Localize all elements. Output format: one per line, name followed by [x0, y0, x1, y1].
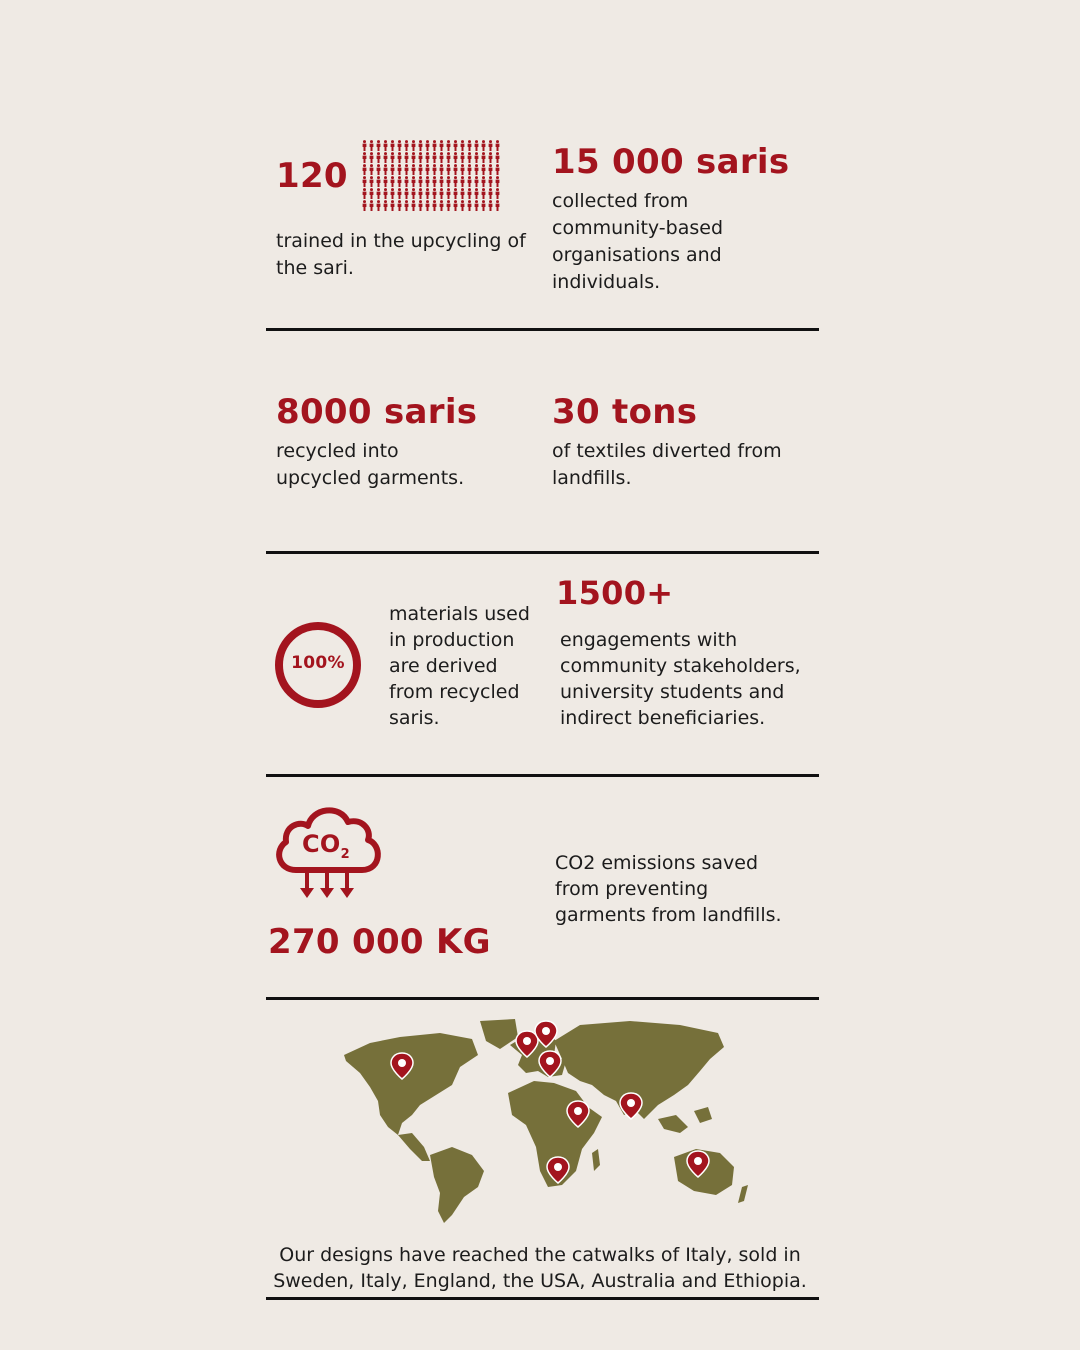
person-icon	[362, 176, 367, 187]
person-icon	[390, 176, 395, 187]
person-icon	[418, 164, 423, 175]
stat-recycled-desc: recycled into upcycled garments.	[276, 440, 465, 489]
world-map-icon	[340, 1015, 750, 1225]
person-icon	[474, 140, 479, 151]
person-icon	[467, 164, 472, 175]
divider	[266, 774, 819, 777]
person-icon	[411, 140, 416, 151]
stat-trained-desc: trained in the upcycling of the sari.	[276, 230, 526, 279]
person-icon	[467, 152, 472, 163]
person-icon	[404, 140, 409, 151]
person-icon	[453, 164, 458, 175]
person-icon	[397, 188, 402, 199]
person-icon	[446, 200, 451, 211]
person-icon	[495, 140, 500, 151]
person-icon	[369, 140, 374, 151]
person-icon	[390, 200, 395, 211]
person-icon	[488, 176, 493, 187]
person-icon	[488, 152, 493, 163]
person-icon	[439, 152, 444, 163]
person-icon	[446, 152, 451, 163]
person-icon	[404, 164, 409, 175]
stat-tons-desc: of textiles diverted from landfills.	[552, 440, 782, 489]
person-icon	[418, 176, 423, 187]
person-icon	[362, 200, 367, 211]
person-icon	[411, 176, 416, 187]
person-icon	[446, 164, 451, 175]
divider	[266, 328, 819, 331]
person-icon	[467, 176, 472, 187]
person-icon	[432, 200, 437, 211]
person-icon	[460, 140, 465, 151]
person-icon	[495, 200, 500, 211]
person-icon	[404, 176, 409, 187]
stat-collected-desc: collected from community-based organisations and individuals.	[552, 190, 724, 293]
percent-value: 100%	[291, 653, 345, 673]
person-icon	[404, 200, 409, 211]
person-icon	[376, 176, 381, 187]
co2-icon-label: $CO_2$	[302, 830, 350, 862]
person-icon	[432, 188, 437, 199]
person-icon	[383, 140, 388, 151]
person-icon	[397, 176, 402, 187]
person-icon	[460, 152, 465, 163]
person-icon	[481, 188, 486, 199]
person-icon	[404, 152, 409, 163]
person-icon	[376, 140, 381, 151]
person-icon	[432, 152, 437, 163]
divider	[266, 1297, 819, 1300]
person-icon	[383, 188, 388, 199]
person-icon	[488, 164, 493, 175]
person-icon	[488, 200, 493, 211]
person-icon	[425, 176, 430, 187]
person-icon	[481, 140, 486, 151]
person-icon	[446, 176, 451, 187]
person-icon	[369, 176, 374, 187]
person-icon	[383, 152, 388, 163]
person-icon	[467, 188, 472, 199]
person-icon	[376, 152, 381, 163]
person-icon	[481, 176, 486, 187]
person-icon	[453, 200, 458, 211]
person-icon	[376, 188, 381, 199]
person-icon	[467, 200, 472, 211]
stat-trained-value: 120	[276, 156, 348, 196]
person-icon	[390, 188, 395, 199]
person-icon	[474, 152, 479, 163]
person-icon	[425, 188, 430, 199]
person-icon	[432, 164, 437, 175]
person-icon	[362, 152, 367, 163]
person-icon	[425, 200, 430, 211]
person-icon	[439, 200, 444, 211]
person-icon	[474, 164, 479, 175]
stat-engagements-value: 1500+	[556, 574, 674, 612]
person-icon	[418, 188, 423, 199]
person-icon	[397, 164, 402, 175]
stat-collected-value: 15 000 saris	[552, 142, 790, 182]
person-icon	[383, 200, 388, 211]
person-icon	[460, 164, 465, 175]
co2-cloud-icon	[270, 800, 386, 902]
person-icon	[425, 140, 430, 151]
person-icon	[369, 164, 374, 175]
person-icon	[439, 188, 444, 199]
person-icon	[418, 140, 423, 151]
stat-engagements-desc: engagements with community stakeholders, university students and indirect beneficiaries.	[560, 629, 801, 729]
person-icon	[453, 140, 458, 151]
person-icon	[446, 140, 451, 151]
person-icon	[411, 152, 416, 163]
person-icon	[418, 200, 423, 211]
person-icon	[432, 176, 437, 187]
person-icon	[460, 176, 465, 187]
person-icon	[425, 152, 430, 163]
person-icon	[432, 140, 437, 151]
person-icon	[481, 164, 486, 175]
person-icon	[376, 200, 381, 211]
person-icon	[474, 176, 479, 187]
person-icon	[397, 140, 402, 151]
person-icon	[474, 188, 479, 199]
person-icon	[488, 188, 493, 199]
location-pin-icon	[620, 1093, 642, 1119]
person-icon	[390, 140, 395, 151]
person-icon	[481, 200, 486, 211]
person-icon	[495, 152, 500, 163]
person-icon	[425, 164, 430, 175]
person-icon	[418, 152, 423, 163]
person-icon	[460, 188, 465, 199]
map-caption: Our designs have reached the catwalks of Italy, sold in Sweden, Italy, England, the USA, Australia and Ethiopia.	[273, 1244, 807, 1292]
person-icon	[488, 140, 493, 151]
person-icon	[495, 176, 500, 187]
person-icon	[383, 164, 388, 175]
person-icon	[460, 200, 465, 211]
person-icon	[390, 164, 395, 175]
person-icon	[376, 164, 381, 175]
person-icon	[439, 140, 444, 151]
person-icon	[439, 164, 444, 175]
person-icon	[446, 188, 451, 199]
person-icon	[453, 188, 458, 199]
person-icon	[411, 164, 416, 175]
person-icon	[481, 152, 486, 163]
person-icon	[397, 200, 402, 211]
person-icon	[495, 188, 500, 199]
divider	[266, 997, 819, 1000]
person-icon	[495, 164, 500, 175]
person-icon	[362, 164, 367, 175]
stat-co2-desc: CO2 emissions saved from preventing garments from landfills.	[555, 852, 782, 926]
person-icon	[369, 200, 374, 211]
percent-ring-icon	[272, 619, 364, 711]
person-icon	[362, 188, 367, 199]
person-icon	[397, 152, 402, 163]
person-icon	[453, 176, 458, 187]
divider	[266, 551, 819, 554]
person-icon	[453, 152, 458, 163]
person-icon	[404, 188, 409, 199]
person-icon	[411, 188, 416, 199]
person-icon	[362, 140, 367, 151]
person-icon	[383, 176, 388, 187]
stat-percent-desc: materials used in production are derived from recycled saris.	[389, 603, 530, 729]
person-icon	[390, 152, 395, 163]
person-icon	[369, 188, 374, 199]
person-icon	[411, 200, 416, 211]
person-icon	[467, 140, 472, 151]
person-icon	[474, 200, 479, 211]
person-icon	[439, 176, 444, 187]
stat-recycled-value: 8000 saris	[276, 392, 478, 432]
stat-co2-value: 270 000 KG	[268, 922, 491, 962]
stat-tons-value: 30 tons	[552, 392, 698, 432]
people-grid-icon	[362, 140, 502, 212]
person-icon	[369, 152, 374, 163]
